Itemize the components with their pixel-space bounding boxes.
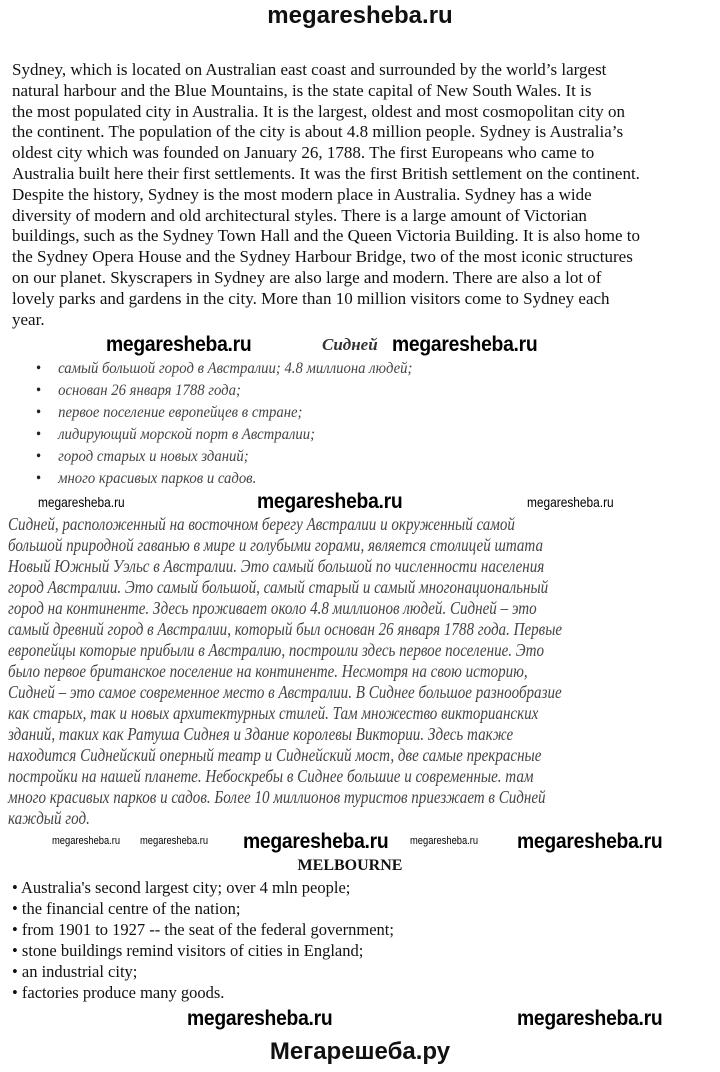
- watermark: megaresheba.ru: [392, 333, 538, 356]
- text-line: большой природной гаванью в мире и голубыми горами, является столицей штата: [8, 535, 544, 555]
- watermark: megaresheba.ru: [140, 835, 209, 847]
- bullet-item: • factories produce many goods.: [12, 983, 225, 1002]
- text-line: the continent. The population of the city is about 4.8 million people. Sydney is Australia’s: [12, 122, 624, 142]
- bullet-item: • the financial centre of the nation;: [12, 899, 241, 918]
- text-line: the most populated city in Australia. It is the largest, oldest and most cosmopolitan city on: [12, 101, 626, 121]
- text-line: зданий, таких как Ратуша Сиднея и Здание королевы Виктории. Здесь также: [8, 724, 514, 744]
- text-line: Australia built here their first settlements. It was the first British settlement on the continent.: [12, 163, 640, 183]
- text-line: diversity of modern and old architectural styles. There is a large amount of Victorian: [12, 205, 587, 225]
- bullet-item: • лидирующий морской порт в Австралии;: [36, 424, 315, 446]
- bullet-item: • from 1901 to 1927 -- the seat of the federal government;: [12, 920, 394, 939]
- footer-watermark: Мегарешеба.ру: [269, 1038, 451, 1065]
- text-line: европейцы которые прибыли в Австралию, построили здесь первое поселение. Это: [8, 640, 545, 660]
- text-line: the Sydney Opera House and the Sydney Harbour Bridge, two of the most iconic structures: [12, 247, 633, 267]
- text-line: year.: [12, 309, 45, 329]
- watermark: megaresheba.ru: [243, 830, 389, 853]
- watermark: megaresheba.ru: [517, 830, 663, 853]
- text-line: Новый Южный Уэльс в Австралии. Это самый большой по численности населения: [8, 556, 545, 576]
- text-line: постройки на нашей планете. Небоскребы в Сиднее большие и современные. там: [8, 766, 534, 786]
- watermark: megaresheba.ru: [38, 494, 125, 510]
- text-line: Сидней, расположенный на восточном берегу Австралии и окруженный самой: [8, 514, 515, 534]
- text-line: было первое британское поселение на континенте. Несмотря на свою историю,: [8, 661, 528, 681]
- text-line: natural harbour and the Blue Mountains, is the state capital of New South Wales. It is: [12, 80, 592, 100]
- text-line: buildings, such as the Sydney Town Hall and the Queen Victoria Building. It is also home to: [12, 226, 640, 246]
- watermark: megaresheba.ru: [517, 1007, 663, 1030]
- sydney-english-text: [12, 60, 640, 330]
- text-line: Despite the history, Sydney is the most modern place in Australia. Sydney has a wide: [12, 184, 592, 204]
- text-line: Sydney, which is located on Australian east coast and surrounded by the world’s largest: [12, 60, 607, 79]
- text-line: каждый год.: [8, 808, 90, 828]
- text-line: город на континенте. Здесь проживает около 4.8 миллионов людей. Сидней – это: [8, 598, 537, 618]
- text-line: oldest city which was founded on January 26, 1788. The first Europeans who came to: [12, 143, 595, 163]
- bullet-item: • первое поселение европейцев в стране;: [36, 402, 302, 424]
- sydney-russian-title: Сидней: [322, 335, 378, 354]
- sydney-russian-bullets: [36, 358, 445, 490]
- melbourne-title: MELBOURNE: [297, 857, 403, 874]
- bullet-item: • много красивых парков и садов.: [36, 468, 256, 490]
- bullet-item: • город старых и новых зданий;: [36, 446, 249, 468]
- text-line: находится Сиднейский оперный театр и Сиднейский мост, две самые прекрасные: [8, 745, 542, 765]
- bullet-item: • stone buildings remind visitors of cities in England;: [12, 941, 364, 960]
- watermark: megaresheba.ru: [527, 494, 614, 510]
- text-line: много красивых парков и садов. Более 10 миллионов туристов приезжает в Сидней: [8, 787, 546, 807]
- watermark: megaresheba.ru: [52, 835, 121, 847]
- text-line: самый древний город в Австралии, который был основан 26 января 1788 года. Первые: [8, 619, 563, 639]
- header-watermark: megaresheba.ru: [267, 2, 453, 29]
- text-line: Сидней – это самое современное место в Австралии. В Сиднее большое разнообразие: [8, 682, 562, 702]
- watermark: megaresheba.ru: [187, 1007, 333, 1030]
- text-line: город Австралии. Это самый большой, самый старый и самый многонациональный: [8, 577, 549, 597]
- bullet-item: • самый большой город в Австралии; 4.8 миллиона людей;: [36, 358, 412, 380]
- bullet-item: • an industrial city;: [12, 962, 138, 981]
- text-line: как старых, так и новых архитектурных стилей. Там множество викторианских: [8, 703, 539, 723]
- text-line: on our planet. Skyscrapers in Sydney are also large and modern. There are also a lot of: [12, 267, 602, 287]
- bullet-item: • Australia's second largest city; over 4 mln people;: [12, 878, 351, 897]
- melbourne-bullets: [12, 877, 394, 1003]
- text-line: lovely parks and gardens in the city. More than 10 million visitors come to Sydney each: [12, 288, 610, 308]
- watermark: megaresheba.ru: [106, 333, 252, 356]
- watermark: megaresheba.ru: [410, 835, 479, 847]
- sydney-russian-text: [8, 514, 652, 829]
- bullet-item: • основан 26 января 1788 года;: [36, 380, 241, 402]
- watermark: megaresheba.ru: [257, 490, 403, 513]
